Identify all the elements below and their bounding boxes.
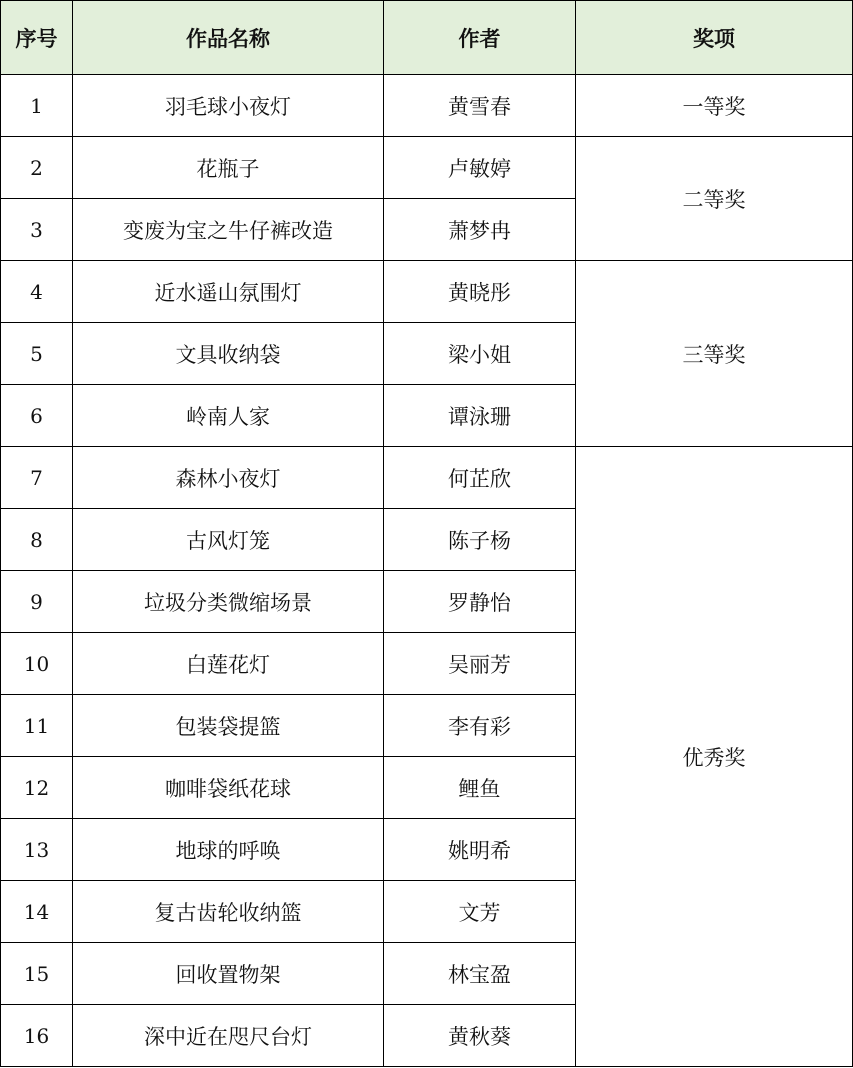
author-name: 林宝盈 <box>384 943 576 1005</box>
work-title: 文具收纳袋 <box>73 323 384 385</box>
row-number: 8 <box>1 509 73 571</box>
work-title: 花瓶子 <box>73 137 384 199</box>
author-name: 萧梦冉 <box>384 199 576 261</box>
row-number: 3 <box>1 199 73 261</box>
work-title: 变废为宝之牛仔裤改造 <box>73 199 384 261</box>
header-author: 作者 <box>384 1 576 75</box>
author-name: 黄秋葵 <box>384 1005 576 1067</box>
row-number: 4 <box>1 261 73 323</box>
row-number: 16 <box>1 1005 73 1067</box>
work-title: 岭南人家 <box>73 385 384 447</box>
author-name: 文芳 <box>384 881 576 943</box>
author-name: 梁小姐 <box>384 323 576 385</box>
table-row <box>1 75 853 137</box>
award-second-prize: 二等奖 <box>576 137 853 261</box>
work-title: 近水遥山氛围灯 <box>73 261 384 323</box>
work-title: 咖啡袋纸花球 <box>73 757 384 819</box>
author-name: 何芷欣 <box>384 447 576 509</box>
author-name: 罗静怡 <box>384 571 576 633</box>
author-name: 姚明希 <box>384 819 576 881</box>
row-number: 9 <box>1 571 73 633</box>
work-title: 复古齿轮收纳篮 <box>73 881 384 943</box>
header-award: 奖项 <box>576 1 853 75</box>
author-name: 黄雪春 <box>384 75 576 137</box>
work-title: 垃圾分类微缩场景 <box>73 571 384 633</box>
header-work-title: 作品名称 <box>73 1 384 75</box>
author-name: 黄晓彤 <box>384 261 576 323</box>
work-title: 森林小夜灯 <box>73 447 384 509</box>
table-row <box>1 447 853 509</box>
author-name: 李有彩 <box>384 695 576 757</box>
work-title: 包装袋提篮 <box>73 695 384 757</box>
author-name: 鲤鱼 <box>384 757 576 819</box>
author-name: 陈子杨 <box>384 509 576 571</box>
header-number: 序号 <box>1 1 73 75</box>
award-first-prize: 一等奖 <box>576 75 853 137</box>
row-number: 15 <box>1 943 73 1005</box>
row-number: 14 <box>1 881 73 943</box>
row-number: 13 <box>1 819 73 881</box>
author-name: 吴丽芳 <box>384 633 576 695</box>
row-number: 11 <box>1 695 73 757</box>
work-title: 羽毛球小夜灯 <box>73 75 384 137</box>
work-title: 回收置物架 <box>73 943 384 1005</box>
row-number: 7 <box>1 447 73 509</box>
work-title: 白莲花灯 <box>73 633 384 695</box>
row-number: 6 <box>1 385 73 447</box>
row-number: 1 <box>1 75 73 137</box>
award-third-prize: 三等奖 <box>576 261 853 447</box>
author-name: 谭泳珊 <box>384 385 576 447</box>
table-row <box>1 261 853 323</box>
work-title: 古风灯笼 <box>73 509 384 571</box>
header-row <box>1 1 853 75</box>
row-number: 12 <box>1 757 73 819</box>
table-row <box>1 137 853 199</box>
row-number: 10 <box>1 633 73 695</box>
author-name: 卢敏婷 <box>384 137 576 199</box>
work-title: 地球的呼唤 <box>73 819 384 881</box>
work-title: 深中近在咫尺台灯 <box>73 1005 384 1067</box>
award-excellence: 优秀奖 <box>576 447 853 1067</box>
row-number: 2 <box>1 137 73 199</box>
row-number: 5 <box>1 323 73 385</box>
